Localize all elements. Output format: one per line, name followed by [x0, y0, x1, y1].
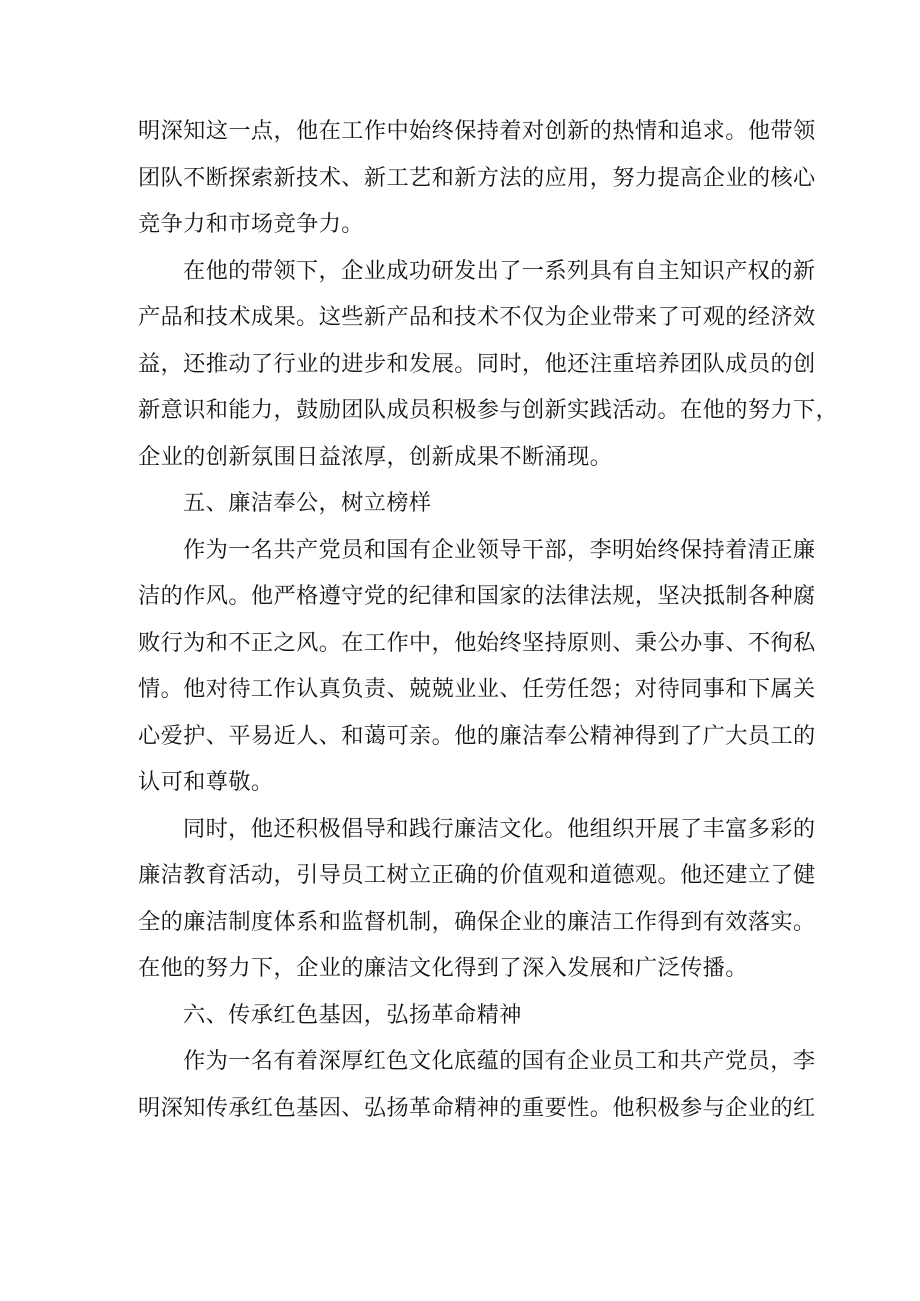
document-body: [138, 108, 839, 1131]
text-line: 企业的创新氛围日益浓厚，创新成果不断涌现。: [138, 443, 613, 470]
text-line: 廉洁教育活动，引导员工树立正确的价值观和道德观。他还建立了健: [138, 862, 816, 888]
text-line: 竞争力和市场竞争力。: [138, 211, 364, 237]
text-line: 在他的努力下，企业的廉洁文化得到了深入发展和广泛传播。: [138, 955, 748, 981]
text-line: 情。他对待工作认真负责、兢兢业业、任劳任怨；对待同事和下属关: [138, 676, 816, 702]
text-line: 全的廉洁制度体系和监督机制，确保企业的廉洁工作得到有效落实。: [138, 908, 816, 935]
text-line: 同时，他还积极倡导和践行廉洁文化。他组织开展了丰富多彩的: [183, 815, 816, 842]
text-line: 明深知这一点，他在工作中始终保持着对创新的热情和追求。他带领: [138, 118, 816, 144]
text-line: 作为一名共产党员和国有企业领导干部，李明始终保持着清正廉: [183, 536, 816, 563]
text-line: 在他的带领下，企业成功研发出了一系列具有自主知识产权的新: [183, 257, 816, 284]
section-heading: 五、廉洁奉公，树立榜样: [183, 490, 432, 516]
text-line: 认可和尊敬。: [138, 769, 274, 795]
text-line: 心爱护、平易近人、和蔼可亲。他的廉洁奉公精神得到了广大员工的: [138, 722, 816, 749]
text-line: 作为一名有着深厚红色文化底蕴的国有企业员工和共产党员，李: [183, 1048, 816, 1074]
text-line: 产品和技术成果。这些新产品和技术不仅为企业带来了可观的经济效: [138, 304, 816, 330]
text-line: 新意识和能力，鼓励团队成员积极参与创新实践活动。在他的努力下，: [138, 397, 839, 423]
text-line: 明深知传承红色基因、弘扬革命精神的重要性。他积极参与企业的红: [138, 1094, 816, 1121]
text-line: 团队不断探索新技术、新工艺和新方法的应用，努力提高企业的核心: [138, 164, 816, 191]
text-line: 败行为和不正之风。在工作中，他始终坚持原则、秉公办事、不徇私: [138, 629, 816, 656]
section-heading: 六、传承红色基因，弘扬革命精神: [183, 1001, 522, 1028]
text-line: 益，还推动了行业的进步和发展。同时，他还注重培养团队成员的创: [138, 350, 816, 377]
text-line: 洁的作风。他严格遵守党的纪律和国家的法律法规，坚决抵制各种腐: [138, 583, 816, 609]
